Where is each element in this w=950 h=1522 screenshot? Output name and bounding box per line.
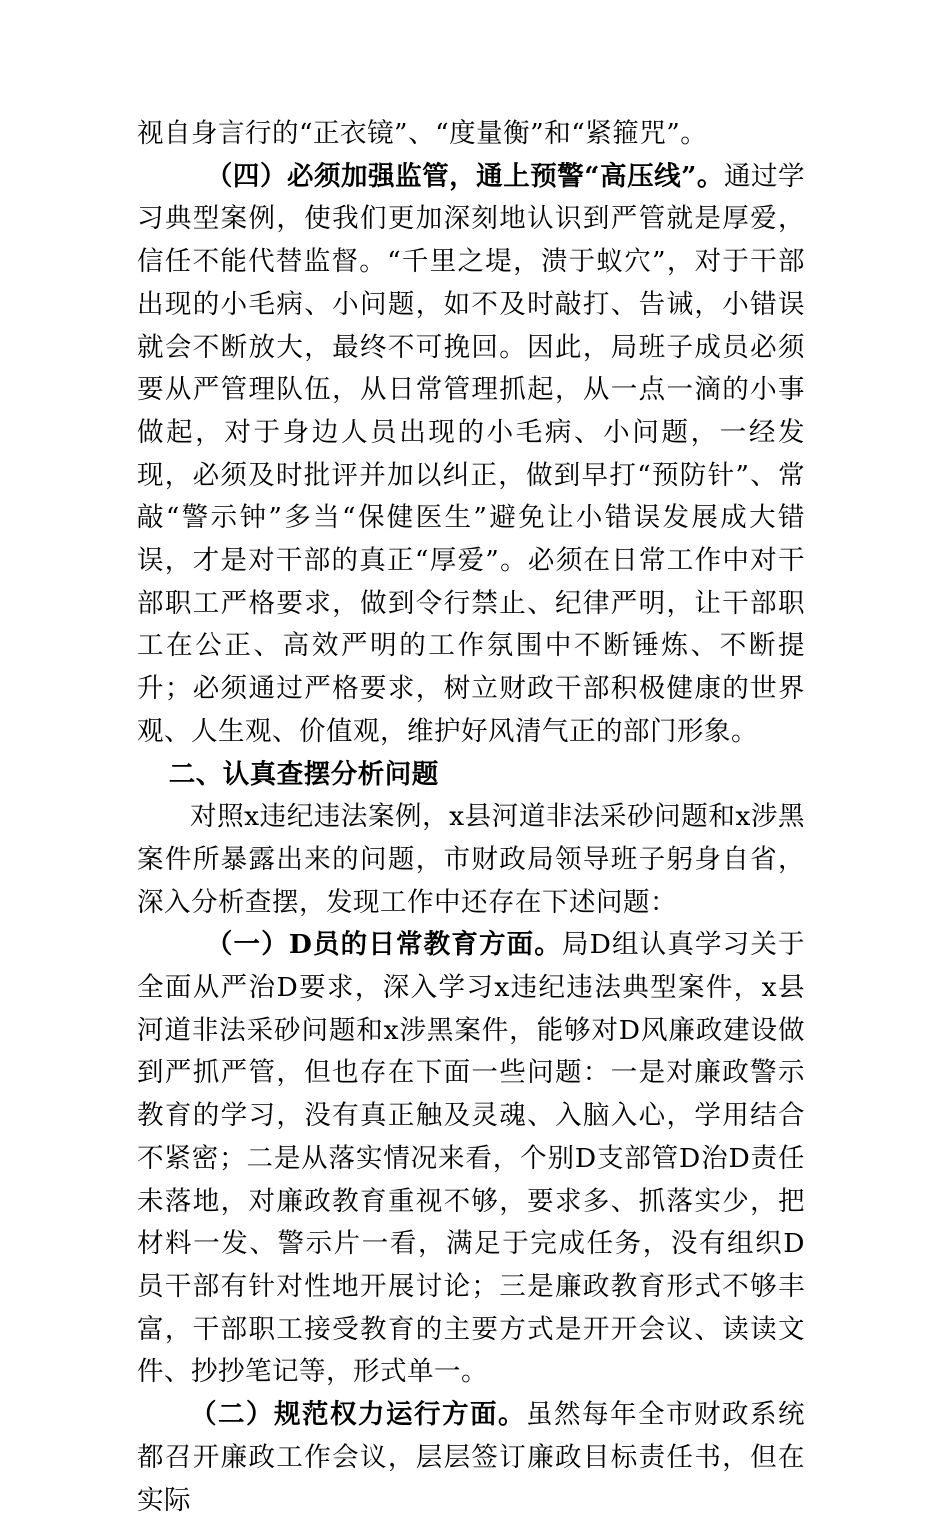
document-body [137, 113, 805, 1522]
paragraph-text: 视自身言行的“正衣镜”、“度量衡”和“紧箍咒”。 [137, 118, 708, 149]
paragraph-item-one [137, 924, 805, 1394]
paragraph-continuation [137, 113, 805, 156]
paragraph-section-four [137, 156, 805, 754]
paragraph-item-two [137, 1394, 805, 1522]
paragraph-intro-part-two [137, 796, 805, 924]
item-one-body: 局D组认真学习关于全面从严治D要求，深入学习x违纪违法典型案件，x县河道非法采砂问题和x涉黑案件，能够对D风廉政建设做到严抓严管，但也存在下面一些问题：一是对廉政警示教育的学习，没有真正触及灵魂、入脑入心，学用结合不紧密；二是从落实情况来看，个别D支部管D治D责任未落地，对廉政教育重视不够，要求多、抓落实少，把材料一发、警示片一看，满足于完成任务，没有组织D员干部有针对性地开展讨论；三是廉政教育形式不够丰富，干部职工接受教育的主要方式是开开会议、读读文件、抄抄笔记等，形式单一。 [137, 929, 806, 1388]
heading-part-two: 二、认真查摆分析问题 [168, 758, 439, 790]
item-two-body: 虽然每年全市财政系统都召开廉政工作会议，层层签订廉政目标责任书，但在实际 [137, 1399, 805, 1516]
paragraph-text: 对照x违纪违法案例，x县河道非法采砂问题和x涉黑案件所暴露出来的问题，市财政局领导班子躬身自省，深入分析查摆，发现工作中还存在下述问题： [137, 801, 805, 918]
section-four-lead: （四）必须加强监管，通上预警“高压线”。 [205, 160, 724, 192]
section-four-body: 通过学习典型案例，使我们更加深刻地认识到严管就是厚爱，信任不能代替监督。“千里之堤，溃于蚁穴”，对于干部出现的小毛病、小问题，如不及时敲打、告诫，小错误就会不断放大，最终不可挽回。因此，局班子成员必须要从严管理队伍，从日常管理抓起，从一点一滴的小事做起，对于身边人员出现的小毛病、小问题，一经发现，必须及时批评并加以纠正，做到早打“预防针”、常敲“警示钟”多当“保健医生”避免让小错误发展成大错误，才是对干部的真正“厚爱”。必须在日常工作中对干部职工严格要求，做到令行禁止、纪律严明，让干部职工在公正、高效严明的工作氛围中不断锤炼、不断提升；必须通过严格要求，树立财政干部积极健康的世界观、人生观、价值观，维护好风清气正的部门形象。 [137, 160, 805, 747]
item-two-lead: （二）规范权力运行方面。 [190, 1399, 526, 1431]
item-one-lead: （一）D员的日常教育方面。 [205, 929, 562, 961]
